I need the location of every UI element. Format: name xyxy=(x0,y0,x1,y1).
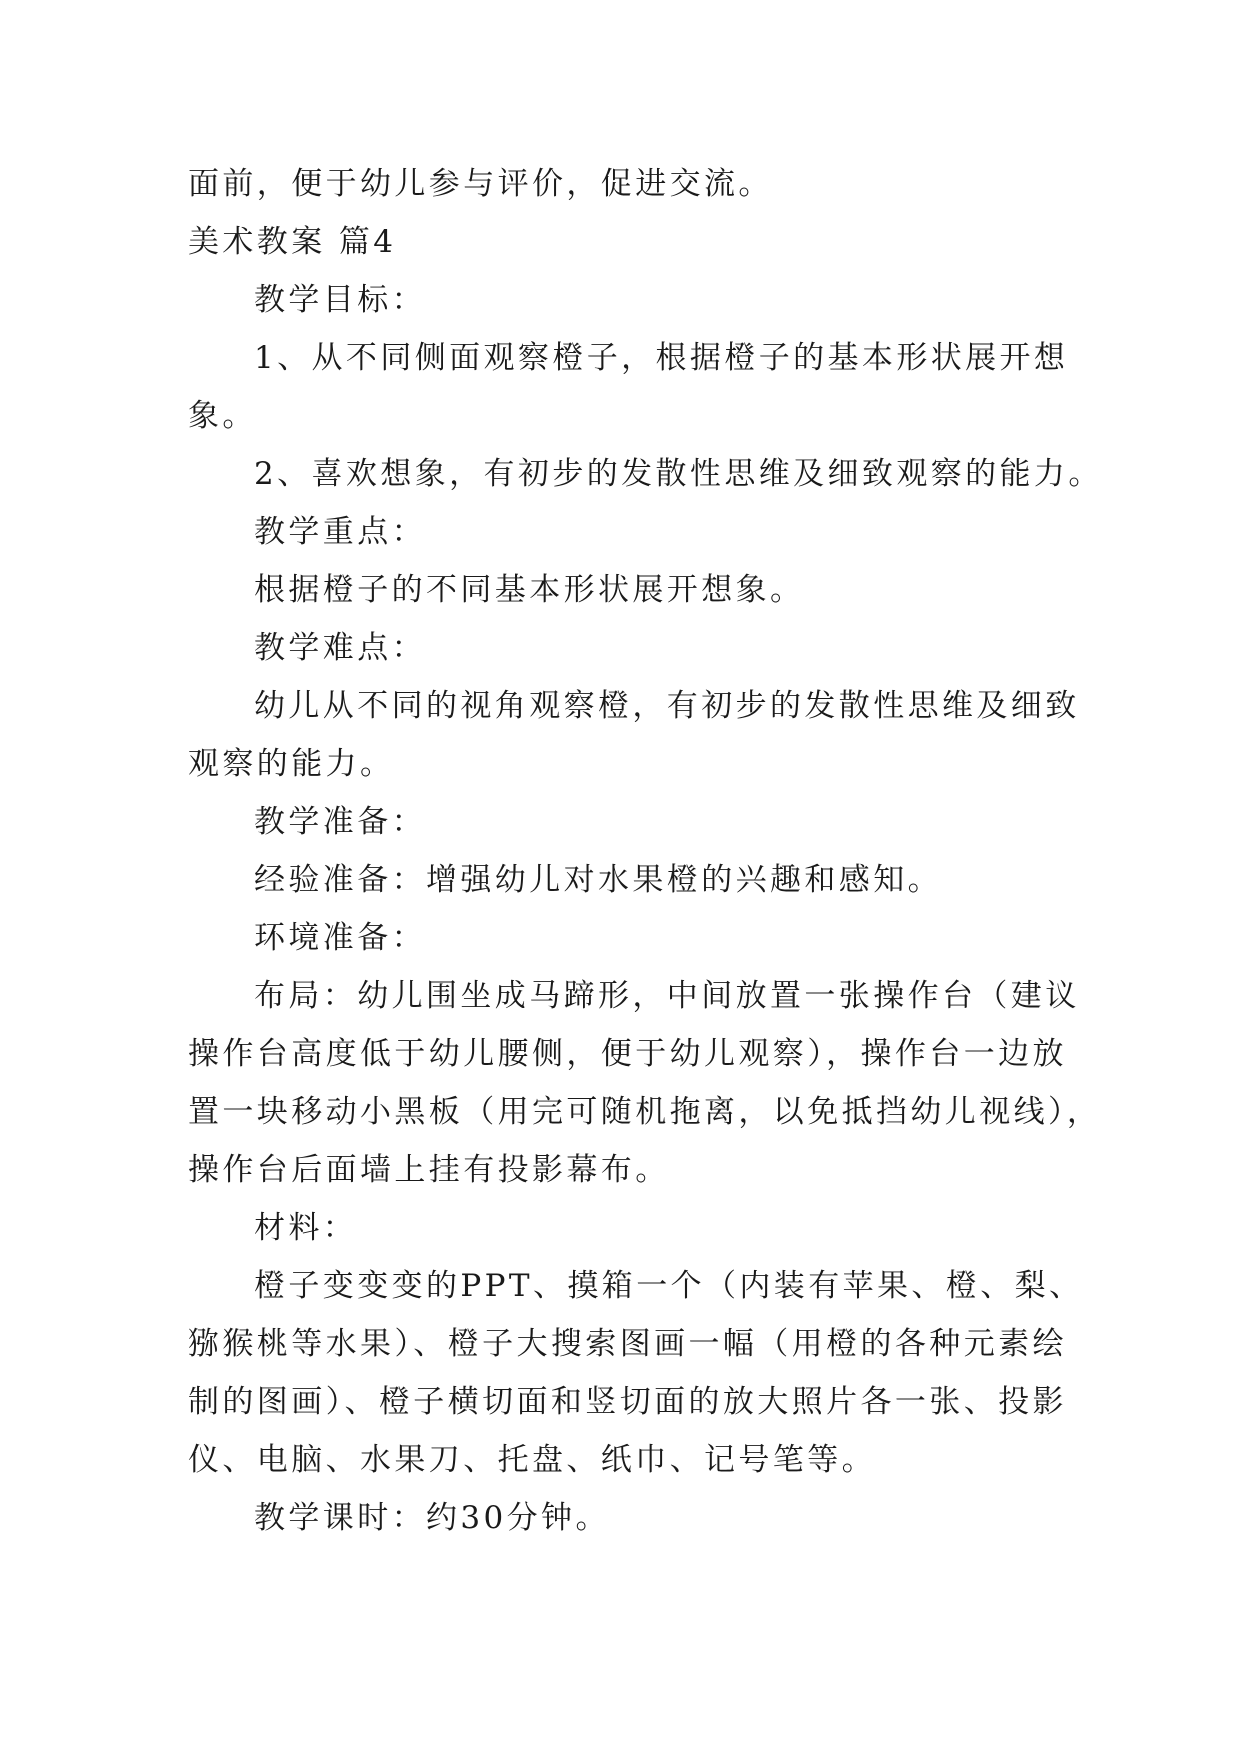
paragraph-line: 仪、电脑、水果刀、托盘、纸巾、记号笔等。 xyxy=(188,1442,876,1478)
paragraph-line: 橙子变变变的PPT、摸箱一个（内装有苹果、橙、梨、 xyxy=(254,1268,1084,1304)
subheading-materials: 材料： xyxy=(254,1210,358,1246)
paragraph-line: 1、从不同侧面观察橙子，根据橙子的基本形状展开想 xyxy=(254,340,1069,376)
paragraph-line: 操作台后面墙上挂有投影幕布。 xyxy=(188,1152,670,1188)
paragraph-line: 根据橙子的不同基本形状展开想象。 xyxy=(254,572,805,608)
subheading-teaching-focus: 教学重点： xyxy=(254,514,426,550)
subheading-teaching-difficulty: 教学难点： xyxy=(254,630,426,666)
subheading-teaching-preparation: 教学准备： xyxy=(254,804,426,840)
paragraph-line: 面前，便于幼儿参与评价，促进交流。 xyxy=(188,166,773,202)
paragraph-line: 布局：幼儿围坐成马蹄形，中间放置一张操作台（建议 xyxy=(254,978,1080,1014)
paragraph-line: 教学课时：约30分钟。 xyxy=(254,1500,610,1536)
paragraph-line: 制的图画）、橙子横切面和竖切面的放大照片各一张、投影 xyxy=(188,1384,1067,1420)
subheading-teaching-goals: 教学目标： xyxy=(254,282,426,318)
paragraph-line: 2、喜欢想象，有初步的发散性思维及细致观察的能力。 xyxy=(254,456,1103,492)
paragraph-line: 操作台高度低于幼儿腰侧，便于幼儿观察），操作台一边放 xyxy=(188,1036,1067,1072)
section-heading: 美术教案 篇4 xyxy=(188,224,397,260)
subheading-environment: 环境准备： xyxy=(254,920,426,956)
paragraph-line: 猕猴桃等水果）、橙子大搜索图画一幅（用橙的各种元素绘 xyxy=(188,1326,1067,1362)
paragraph-line: 经验准备：增强幼儿对水果橙的兴趣和感知。 xyxy=(254,862,942,898)
paragraph-line: 观察的能力。 xyxy=(188,746,395,782)
paragraph-line: 置一块移动小黑板（用完可随机拖离，以免抵挡幼儿视线）， xyxy=(188,1094,1102,1130)
paragraph-line: 幼儿从不同的视角观察橙，有初步的发散性思维及细致 xyxy=(254,688,1080,724)
paragraph-line: 象。 xyxy=(188,398,257,434)
